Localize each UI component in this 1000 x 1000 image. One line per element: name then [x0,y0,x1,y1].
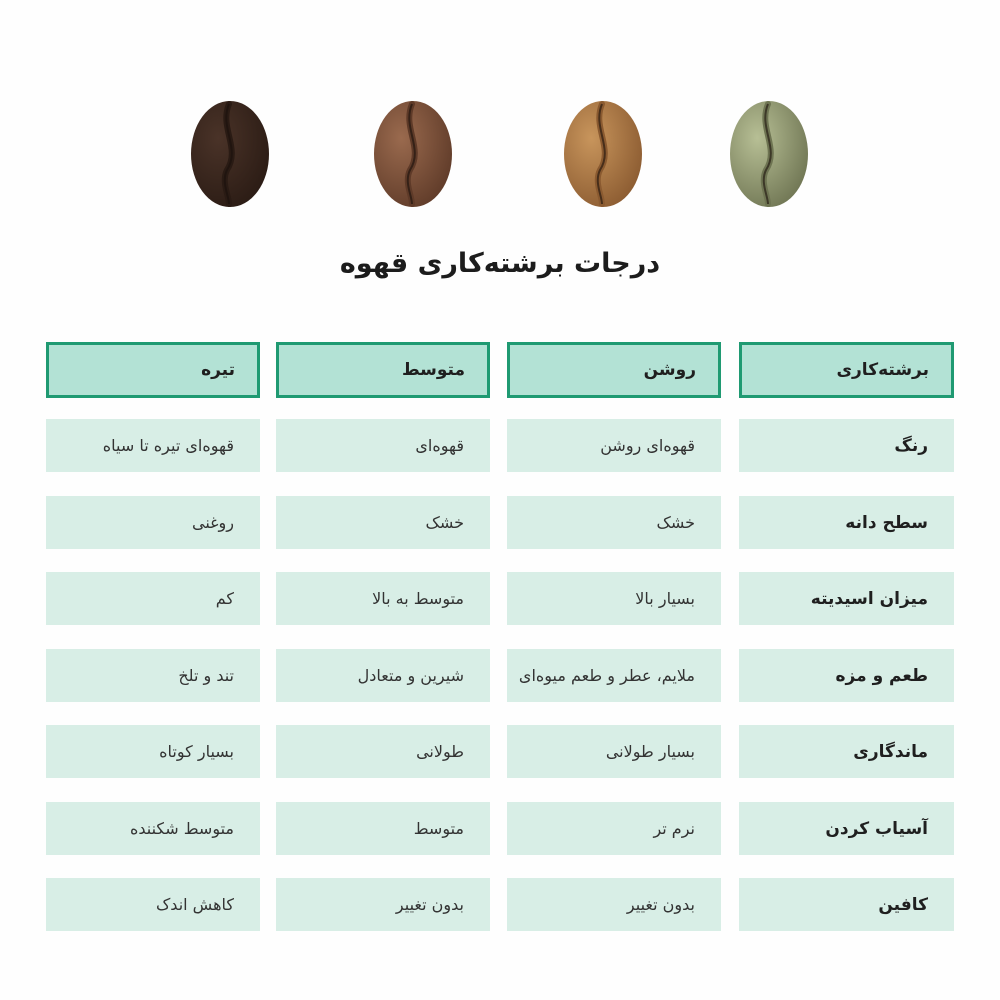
header-medium [276,342,490,398]
cell-value: قهوه‌ای [415,436,464,455]
table-cell-roast [739,496,954,549]
row-label: آسیاب کردن [825,818,928,839]
row-label: طعم و مزه [835,665,928,686]
table-cell-dark [46,419,260,472]
cell-value: طولانی [416,742,464,761]
cell-value: تند و تلخ [178,666,234,685]
cell-value: بسیار طولانی [605,742,695,761]
row-label: میزان اسیدیته [810,588,928,609]
dark-roast-bean-icon [189,98,271,210]
table-cell-roast [739,419,954,472]
medium-roast-bean-icon [372,98,454,210]
table-cell-light [507,878,721,931]
table-cell-medium [276,649,490,702]
table-cell-roast [739,802,954,855]
row-label: ماندگاری [853,741,928,762]
header-light [507,342,721,398]
table-cell-roast [739,572,954,625]
table-cell-light [507,725,721,778]
cell-value: شیرین و متعادل [357,666,464,685]
header-roast [739,342,954,398]
row-label: کافین [878,894,928,915]
table-cell-light [507,572,721,625]
cell-value: قهوه‌ای تیره تا سیاه [102,436,234,455]
table-cell-roast [739,725,954,778]
cell-value: بدون تغییر [395,895,464,914]
table-cell-dark [46,878,260,931]
cell-value: کاهش اندک [155,895,234,914]
cell-value: روغنی [192,513,234,532]
table-cell-roast [739,878,954,931]
table-cell-medium [276,802,490,855]
header-dark [46,342,260,398]
table-cell-light [507,802,721,855]
cell-value: خشک [425,513,464,532]
cell-value: خشک [656,513,695,532]
header-label: تیره [201,360,235,380]
table-cell-medium [276,496,490,549]
row-label: رنگ [894,435,928,456]
cell-value: بدون تغییر [626,895,695,914]
header-label: روشن [643,360,696,380]
cell-value: نرم تر [653,819,695,838]
cell-value: بسیار بالا [635,589,695,608]
table-cell-light [507,649,721,702]
cell-value: متوسط شکننده [129,819,234,838]
row-label: سطح دانه [845,512,928,533]
header-label: متوسط [401,360,465,380]
cell-value: متوسط [413,819,464,838]
cell-value: متوسط به بالا [372,589,464,608]
table-cell-dark [46,725,260,778]
header-label: برشته‌کاری [836,360,929,380]
table-cell-light [507,496,721,549]
light-roast-bean-icon [562,98,644,210]
coffee-beans-row [0,98,1000,216]
table-cell-dark [46,802,260,855]
table-cell-dark [46,572,260,625]
cell-value: کم [215,589,234,608]
table-cell-medium [276,878,490,931]
table-cell-light [507,419,721,472]
cell-value: بسیار کوتاه [159,742,234,761]
cell-value: ملایم، عطر و طعم میوه‌ای [518,666,695,685]
table-cell-medium [276,419,490,472]
green-bean-icon [728,98,810,210]
table-cell-roast [739,649,954,702]
table-cell-dark [46,496,260,549]
table-cell-medium [276,725,490,778]
cell-value: قهوه‌ای روشن [600,436,695,455]
page-title: درجات برشته‌کاری قهوه [339,248,661,279]
table-cell-dark [46,649,260,702]
table-cell-medium [276,572,490,625]
